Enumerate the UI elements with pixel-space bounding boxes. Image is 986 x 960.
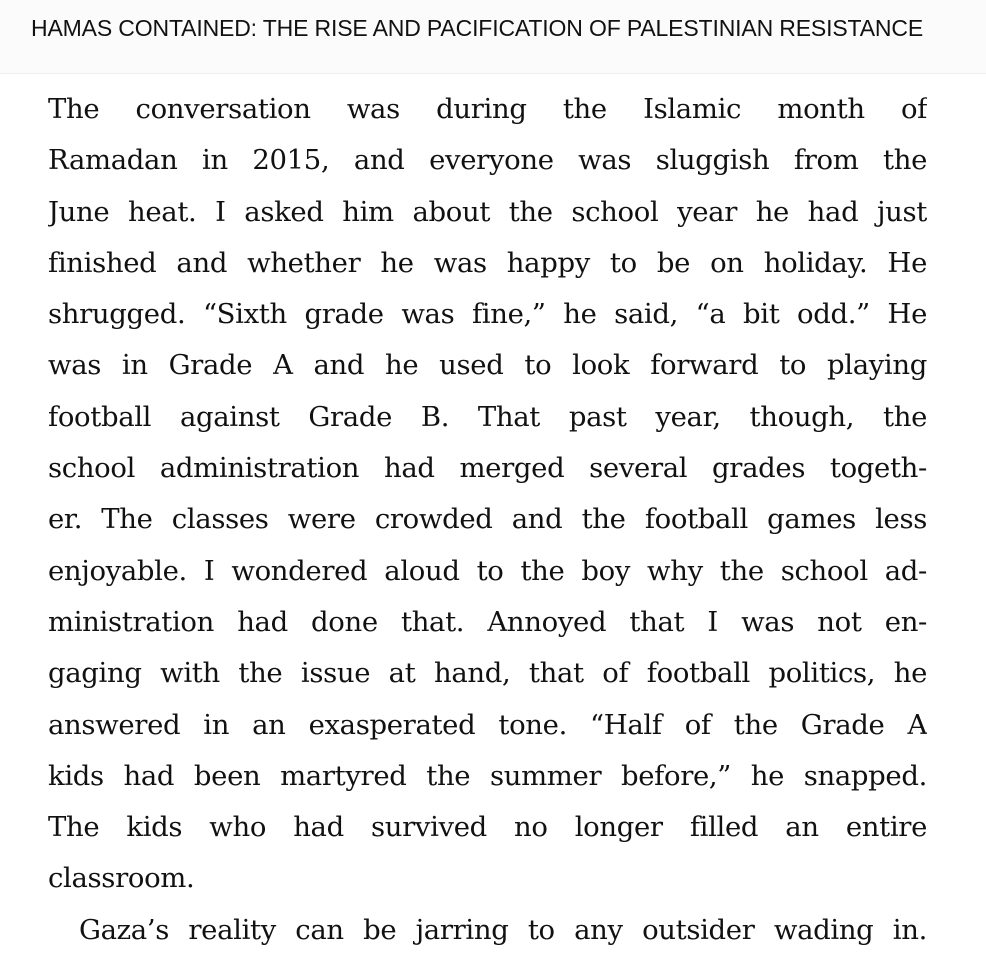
text-line: Gaza’s reality can be jarring to any outsider wading in. [79,913,927,946]
text-line: June heat. I asked him about the school year he had just [48,195,927,228]
text-line: er. The classes were crowded and the football games less [48,503,927,536]
text-line: The conversation was during the Islamic month of [48,93,927,125]
text-line: Ramadan in 2015, and everyone was sluggish from the [48,144,927,177]
text-line: shrugged. “Sixth grade was fine,” he said, “a bit odd.” He [48,298,927,331]
paragraph-1 [48,84,927,905]
book-title: HAMAS CONTAINED: THE RISE AND PACIFICATION OF PALESTINIAN RESISTANCE [31,15,924,41]
text-line-last: classroom. [48,862,195,895]
text-line: ministration had done that. Annoyed that I was not en- [48,605,927,638]
text-line: football against Grade B. That past year, though, the [48,400,927,433]
text-line: The kids who had survived no longer filled an entire [48,811,927,844]
text-line: finished and whether he was happy to be on holiday. He [48,246,927,279]
text-line: answered in an exasperated tone. “Half of the Grade A [48,708,927,741]
text-line: school administration had merged several grades togeth- [48,452,927,485]
text-line: was in Grade A and he used to look forward to playing [48,349,927,382]
reader-header [0,0,986,74]
paragraph-2 [48,905,927,956]
text-line: gaging with the issue at hand, that of football politics, he [48,657,927,690]
text-line: enjoyable. I wondered aloud to the boy why the school ad- [48,554,927,587]
page-body[interactable] [48,84,927,958]
text-line: kids had been martyred the summer before,” he snapped. [48,759,927,792]
